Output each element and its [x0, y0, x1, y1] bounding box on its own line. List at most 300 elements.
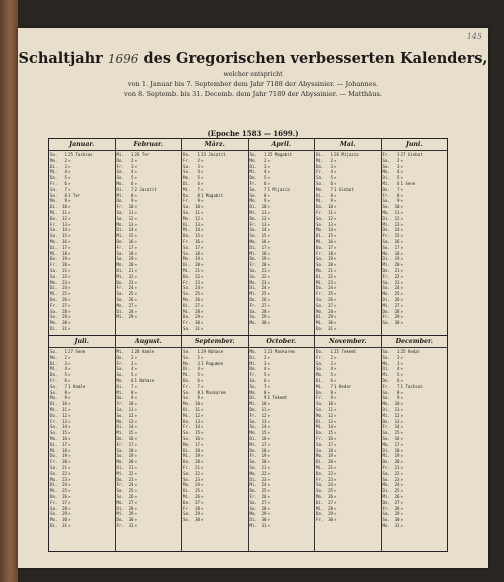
- abyssinian-date: 25 Hedar: [400, 349, 421, 354]
- weekday-label: So.: [316, 488, 324, 494]
- abyssinian-date: »: [267, 522, 270, 528]
- day-number: 23: [62, 476, 67, 482]
- abyssinian-date: »: [68, 464, 71, 470]
- abyssinian-date: »: [134, 395, 137, 401]
- weekday-label: Di.: [316, 273, 324, 279]
- abyssinian-date: »: [68, 163, 71, 169]
- weekday-label: Sa.: [50, 227, 58, 233]
- weekday-label: Mi.: [50, 366, 58, 372]
- day-number: 26: [195, 296, 200, 302]
- weekday-label: Di.: [183, 221, 191, 227]
- abyssinian-date: »: [68, 389, 71, 395]
- weekday-label: Fr.: [249, 302, 257, 308]
- weekday-label: Fr.: [183, 279, 191, 285]
- day-number: 22: [128, 470, 134, 476]
- day-number: 24: [328, 285, 333, 291]
- day-list: [315, 151, 381, 332]
- day-number: 5: [64, 175, 67, 181]
- weekday-label: Fr.: [50, 262, 58, 268]
- day-number: 10: [394, 401, 400, 407]
- abyssinian-date: »: [68, 244, 71, 250]
- weekday-label: So.: [382, 435, 390, 441]
- day-number: 26: [261, 493, 267, 499]
- day-number: 18: [394, 250, 400, 256]
- day-number: 23: [328, 476, 333, 482]
- abyssinian-date: »: [201, 430, 204, 436]
- abyssinian-date: »: [68, 186, 71, 192]
- weekday-label: Do.: [382, 377, 390, 383]
- day-number: 31: [62, 325, 67, 331]
- abyssinian-date: 26 Ter: [134, 152, 150, 157]
- day-number: 4: [330, 366, 333, 372]
- abyssinian-date: 1 Sene: [400, 180, 416, 186]
- weekday-label: So.: [116, 453, 124, 459]
- abyssinian-date: »: [267, 291, 270, 297]
- day-number: 2: [264, 157, 267, 163]
- abyssinian-date: »: [334, 476, 337, 482]
- weekday-label: Mo.: [316, 267, 324, 273]
- weekday-label: Sa.: [50, 424, 58, 430]
- day-number: 22: [128, 273, 134, 279]
- day-row: [249, 523, 315, 529]
- month-header: September.: [182, 336, 248, 348]
- weekday-label: So.: [50, 192, 58, 198]
- abyssinian-date: »: [334, 424, 337, 430]
- abyssinian-date: »: [334, 308, 337, 314]
- weekday-label: Do.: [183, 314, 191, 320]
- day-number: 17: [394, 441, 400, 447]
- day-number: 28: [128, 505, 134, 511]
- weekday-label: So.: [183, 354, 191, 360]
- weekday-label: Mo.: [116, 418, 124, 424]
- day-number: 8: [397, 389, 400, 395]
- abyssinian-date: »: [334, 505, 337, 511]
- weekday-label: Di.: [116, 267, 124, 273]
- day-number: 28: [328, 505, 333, 511]
- day-number: 2: [397, 157, 400, 163]
- weekday-label: Do.: [50, 493, 58, 499]
- day-number: 1: [397, 349, 400, 354]
- abyssinian-date: »: [334, 285, 337, 291]
- day-number: 11: [128, 406, 134, 412]
- weekday-label: Mo.: [183, 360, 191, 366]
- weekday-label: Do.: [183, 233, 191, 239]
- weekday-label: Di.: [116, 424, 124, 430]
- abyssinian-date: »: [201, 238, 204, 244]
- day-list: [182, 151, 248, 332]
- day-number: 26: [261, 296, 267, 302]
- day-number: 14: [261, 227, 267, 233]
- weekday-label: Di.: [382, 488, 390, 494]
- day-number: 28: [195, 505, 200, 511]
- weekday-label: Sa.: [50, 308, 58, 314]
- weekday-label: Mi.: [382, 180, 390, 186]
- weekday-label: Mi.: [50, 291, 58, 297]
- abyssinian-date: 1 Ter: [68, 192, 81, 198]
- day-number: 20: [195, 262, 200, 268]
- day-number: 25: [195, 291, 200, 297]
- weekday-label: Mi.: [50, 406, 58, 412]
- day-number: 13: [328, 418, 333, 424]
- weekday-label: Mo.: [382, 250, 390, 256]
- weekday-label: Do.: [183, 152, 191, 157]
- weekday-label: Sa.: [316, 482, 324, 488]
- abyssinian-date: »: [134, 499, 137, 505]
- day-number: 28: [394, 308, 400, 314]
- weekday-label: Do.: [116, 395, 124, 401]
- abyssinian-date: »: [201, 354, 204, 360]
- day-number: 1: [64, 152, 67, 157]
- abyssinian-date: 1 Mijazia: [267, 186, 290, 192]
- day-number: 12: [62, 215, 67, 221]
- day-number: 4: [131, 366, 134, 372]
- day-number: 20: [261, 459, 267, 465]
- weekday-label: Di.: [116, 505, 124, 511]
- day-number: 24: [394, 482, 400, 488]
- weekday-label: Fr.: [50, 180, 58, 186]
- day-number: 4: [264, 366, 267, 372]
- day-number: 19: [128, 256, 134, 262]
- day-number: 14: [62, 227, 67, 233]
- day-number: 7: [131, 186, 134, 192]
- month-header: December.: [382, 336, 448, 348]
- abyssinian-date: »: [334, 435, 337, 441]
- weekday-label: Mi.: [50, 209, 58, 215]
- abyssinian-date: »: [68, 256, 71, 262]
- weekday-label: Mi.: [249, 169, 257, 175]
- abyssinian-date: »: [201, 209, 204, 215]
- day-number: 5: [131, 175, 134, 181]
- abyssinian-date: »: [267, 499, 270, 505]
- abyssinian-date: »: [334, 244, 337, 250]
- day-number: 13: [62, 221, 67, 227]
- weekday-label: Mo.: [50, 354, 58, 360]
- day-number: 13: [62, 418, 67, 424]
- day-number: 21: [195, 464, 200, 470]
- weekday-label: Di.: [249, 354, 257, 360]
- day-row: [116, 523, 182, 529]
- abyssinian-date: »: [400, 262, 403, 268]
- abyssinian-date: »: [267, 285, 270, 291]
- abyssinian-date: »: [68, 511, 71, 517]
- weekday-label: Di.: [249, 244, 257, 250]
- day-number: 3: [397, 163, 400, 169]
- day-number: 30: [328, 320, 333, 326]
- weekday-label: Mo.: [249, 198, 257, 204]
- weekday-label: So.: [382, 285, 390, 291]
- day-number: 27: [261, 302, 267, 308]
- weekday-label: Mo.: [249, 238, 257, 244]
- abyssinian-date: »: [267, 406, 270, 412]
- weekday-label: Mi.: [316, 279, 324, 285]
- abyssinian-date: 1 Ginbot: [334, 186, 354, 192]
- weekday-label: Do.: [316, 470, 324, 476]
- weekday-label: Fr.: [249, 262, 257, 268]
- day-number: 31: [394, 522, 400, 528]
- day-number: 17: [394, 244, 400, 250]
- day-list: [49, 151, 115, 332]
- day-number: 12: [394, 412, 400, 418]
- weekday-label: So.: [183, 517, 191, 523]
- abyssinian-date: »: [267, 372, 270, 378]
- abyssinian-date: »: [334, 163, 337, 169]
- weekday-label: Di.: [316, 377, 324, 383]
- weekday-label: Mi.: [116, 273, 124, 279]
- abyssinian-date: 25 Tachsas: [68, 152, 93, 157]
- weekday-label: Mo.: [316, 372, 324, 378]
- day-number: 18: [195, 447, 200, 453]
- weekday-label: Mi.: [249, 441, 257, 447]
- abyssinian-date: »: [134, 441, 137, 447]
- month-header: November.: [315, 336, 381, 348]
- abyssinian-date: »: [201, 418, 204, 424]
- weekday-label: Do.: [50, 453, 58, 459]
- weekday-label: Fr.: [382, 233, 390, 239]
- weekday-label: Fr.: [50, 221, 58, 227]
- weekday-label: Sa.: [382, 349, 390, 354]
- abyssinian-date: »: [201, 273, 204, 279]
- day-list: [382, 348, 448, 529]
- abyssinian-date: »: [201, 244, 204, 250]
- abyssinian-date: »: [400, 163, 403, 169]
- day-number: 15: [261, 233, 267, 239]
- weekday-label: Fr.: [316, 354, 324, 360]
- day-number: 6: [264, 180, 267, 186]
- day-number: 29: [261, 314, 267, 320]
- abyssinian-date: »: [68, 447, 71, 453]
- weekday-label: Sa.: [116, 366, 124, 372]
- weekday-label: Mi.: [183, 267, 191, 273]
- weekday-label: Fr.: [183, 464, 191, 470]
- weekday-label: Do.: [316, 204, 324, 210]
- day-number: 21: [261, 267, 267, 273]
- weekday-label: Mi.: [116, 470, 124, 476]
- weekday-label: Di.: [382, 296, 390, 302]
- day-number: 5: [397, 372, 400, 378]
- abyssinian-date: »: [334, 459, 337, 465]
- abyssinian-date: »: [267, 493, 270, 499]
- abyssinian-date: »: [267, 256, 270, 262]
- abyssinian-date: »: [68, 314, 71, 320]
- day-number: 4: [397, 366, 400, 372]
- abyssinian-date: »: [134, 401, 137, 407]
- weekday-label: Sa.: [183, 244, 191, 250]
- day-number: 29: [328, 314, 333, 320]
- day-number: 8: [264, 192, 267, 198]
- weekday-label: Sa.: [316, 401, 324, 407]
- weekday-label: Sa.: [183, 325, 191, 331]
- abyssinian-date: »: [400, 476, 403, 482]
- day-number: 22: [261, 470, 267, 476]
- weekday-label: Do.: [382, 227, 390, 233]
- day-number: 17: [195, 441, 200, 447]
- month-header: Juni.: [382, 139, 448, 151]
- day-number: 7: [64, 186, 67, 192]
- day-row: [182, 517, 248, 523]
- weekday-label: Mi.: [382, 262, 390, 268]
- weekday-label: Fr.: [116, 244, 124, 250]
- weekday-label: Sa.: [116, 406, 124, 412]
- weekday-label: Do.: [316, 163, 324, 169]
- day-number: 27: [261, 499, 267, 505]
- abyssinian-date: »: [201, 308, 204, 314]
- weekday-label: Fr.: [316, 517, 324, 523]
- weekday-label: Mo.: [116, 499, 124, 505]
- abyssinian-date: »: [400, 441, 403, 447]
- abyssinian-date: »: [201, 424, 204, 430]
- abyssinian-date: »: [334, 175, 337, 181]
- abyssinian-date: »: [134, 517, 137, 523]
- abyssinian-date: »: [400, 244, 403, 250]
- abyssinian-date: »: [134, 493, 137, 499]
- abyssinian-date: »: [400, 377, 403, 383]
- weekday-label: Di.: [316, 418, 324, 424]
- day-number: 23: [195, 279, 200, 285]
- day-number: 7: [197, 383, 200, 389]
- day-number: 21: [128, 464, 134, 470]
- weekday-label: Mi.: [382, 453, 390, 459]
- title-prefix: Schaltjahr: [18, 50, 103, 67]
- abyssinian-date: 28 Hamle: [134, 349, 155, 354]
- abyssinian-date: »: [267, 296, 270, 302]
- abyssinian-date: »: [134, 488, 137, 494]
- weekday-label: Fr.: [249, 372, 257, 378]
- abyssinian-date: »: [334, 401, 337, 407]
- weekday-label: Mi.: [116, 430, 124, 436]
- weekday-label: Sa.: [382, 511, 390, 517]
- day-number: 18: [394, 447, 400, 453]
- weekday-label: So.: [116, 412, 124, 418]
- abyssinian-date: »: [201, 267, 204, 273]
- day-number: 19: [328, 453, 333, 459]
- day-number: 17: [128, 441, 134, 447]
- weekday-label: Fr.: [249, 493, 257, 499]
- weekday-label: Do.: [316, 389, 324, 395]
- weekday-label: Do.: [183, 499, 191, 505]
- day-number: 4: [264, 169, 267, 175]
- weekday-label: Fr.: [382, 424, 390, 430]
- weekday-label: Sa.: [183, 430, 191, 436]
- day-number: 18: [328, 447, 333, 453]
- page-number: 145: [466, 32, 482, 41]
- day-number: 3: [330, 360, 333, 366]
- abyssinian-date: »: [400, 493, 403, 499]
- abyssinian-date: »: [267, 377, 270, 383]
- weekday-label: Sa.: [316, 360, 324, 366]
- day-number: 30: [261, 517, 267, 523]
- abyssinian-date: »: [201, 517, 204, 523]
- day-number: 4: [197, 366, 200, 372]
- weekday-label: Mo.: [183, 482, 191, 488]
- abyssinian-date: »: [68, 215, 71, 221]
- page-title: [18, 50, 488, 67]
- abyssinian-date: »: [267, 308, 270, 314]
- day-number: 20: [261, 262, 267, 268]
- day-number: 6: [64, 180, 67, 186]
- day-number: 24: [62, 482, 67, 488]
- weekday-label: Sa.: [249, 308, 257, 314]
- weekday-label: Sa.: [249, 267, 257, 273]
- abyssinian-date: »: [134, 238, 137, 244]
- day-list: [315, 348, 381, 523]
- weekday-label: Fr.: [50, 377, 58, 383]
- weekday-label: Mo.: [116, 262, 124, 268]
- abyssinian-date: »: [334, 204, 337, 210]
- abyssinian-date: »: [201, 499, 204, 505]
- month-column: [182, 139, 249, 335]
- day-number: 24: [394, 285, 400, 291]
- weekday-label: Mo.: [249, 279, 257, 285]
- abyssinian-date: »: [68, 476, 71, 482]
- abyssinian-date: »: [201, 180, 204, 186]
- day-number: 28: [394, 505, 400, 511]
- abyssinian-date: »: [267, 453, 270, 459]
- day-number: 26: [128, 493, 134, 499]
- weekday-label: Mi.: [316, 505, 324, 511]
- day-number: 22: [394, 273, 400, 279]
- day-number: 11: [195, 209, 200, 215]
- weekday-label: Sa.: [183, 511, 191, 517]
- abyssinian-date: »: [267, 435, 270, 441]
- day-row: [315, 517, 381, 523]
- abyssinian-date: 1 Tachsas: [400, 383, 423, 389]
- weekday-label: Sa.: [50, 464, 58, 470]
- day-number: 24: [195, 482, 200, 488]
- abyssinian-date: »: [201, 279, 204, 285]
- day-row: [116, 314, 182, 320]
- weekday-label: Sa.: [183, 204, 191, 210]
- day-number: 23: [195, 476, 200, 482]
- weekday-label: Di.: [316, 314, 324, 320]
- weekday-label: Sa.: [116, 488, 124, 494]
- abyssinian-date: »: [201, 372, 204, 378]
- abyssinian-date: »: [334, 493, 337, 499]
- weekday-label: Do.: [382, 418, 390, 424]
- weekday-label: Fr.: [249, 221, 257, 227]
- weekday-label: Fr.: [183, 238, 191, 244]
- weekday-label: Do.: [249, 447, 257, 453]
- abyssinian-date: »: [334, 233, 337, 239]
- day-number: 25: [394, 488, 400, 494]
- day-number: 23: [128, 476, 134, 482]
- abyssinian-date: »: [134, 418, 137, 424]
- abyssinian-date: »: [267, 227, 270, 233]
- abyssinian-date: »: [334, 320, 337, 326]
- weekday-label: Mi.: [249, 360, 257, 366]
- abyssinian-date: »: [68, 406, 71, 412]
- day-number: 24: [195, 285, 200, 291]
- day-number: 7: [64, 383, 67, 389]
- day-number: 14: [128, 227, 134, 233]
- abyssinian-date: »: [134, 383, 137, 389]
- day-number: 9: [330, 198, 333, 204]
- weekday-label: So.: [50, 470, 58, 476]
- day-number: 17: [62, 244, 67, 250]
- day-number: 14: [62, 424, 67, 430]
- weekday-label: Do.: [50, 256, 58, 262]
- day-number: 1: [197, 349, 200, 354]
- abyssinian-date: 1 Maskarem: [201, 389, 226, 395]
- abyssinian-date: »: [134, 279, 137, 285]
- weekday-label: Di.: [316, 152, 324, 157]
- weekday-label: Mo.: [249, 389, 257, 395]
- weekday-label: Do.: [382, 267, 390, 273]
- weekday-label: So.: [316, 180, 324, 186]
- day-number: 25: [261, 291, 267, 297]
- weekday-label: Do.: [316, 325, 324, 331]
- abyssinian-date: »: [400, 447, 403, 453]
- weekday-label: Sa.: [249, 499, 257, 505]
